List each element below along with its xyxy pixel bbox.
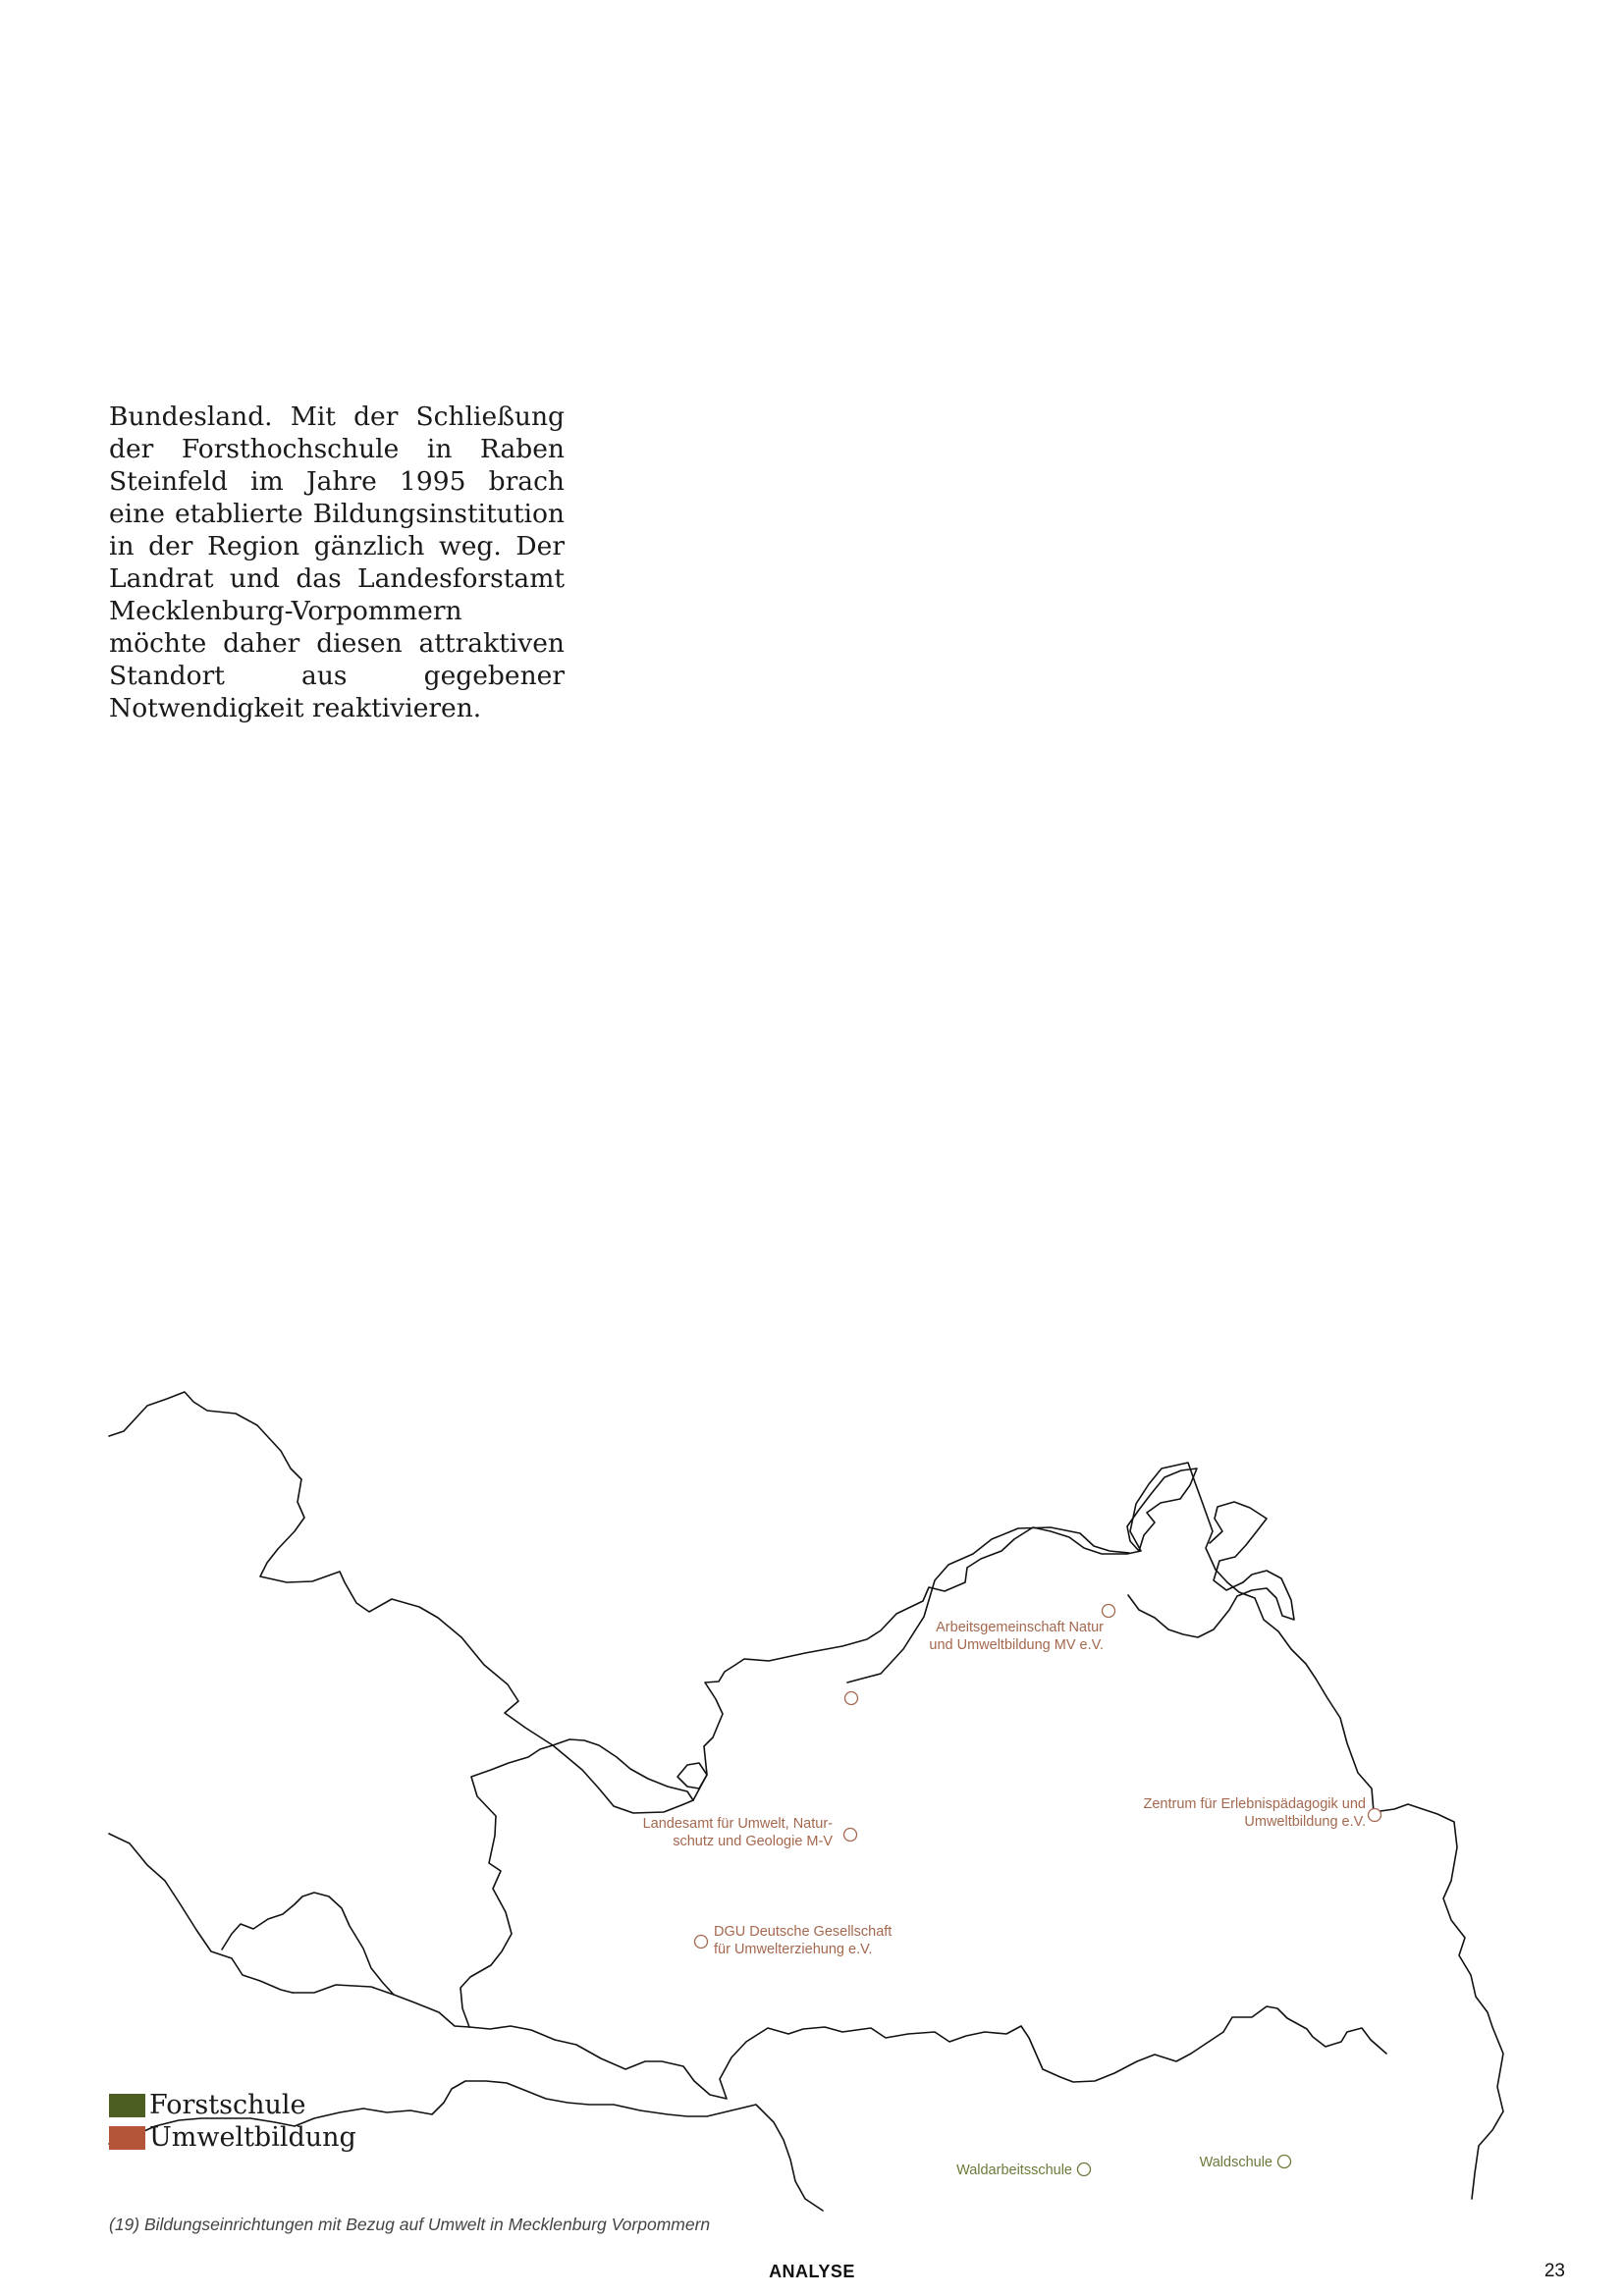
ruegen-west	[1128, 1502, 1294, 1637]
legend-label-umweltbildung: Umweltbildung	[149, 2122, 356, 2153]
wismar-bay	[553, 1739, 693, 1800]
legend-label-forstschule: Forstschule	[149, 2090, 306, 2120]
coastline-west	[109, 1392, 1216, 1813]
map-legend	[109, 2089, 356, 2154]
figure-caption: (19) Bildungseinrichtungen mit Bezug auf Umwelt in Mecklenburg Vorpommern	[109, 2215, 711, 2234]
marker-circle-icon	[845, 1692, 858, 1705]
legend-swatch-umweltbildung	[109, 2126, 145, 2150]
map-marker-zentrum	[1144, 1796, 1381, 1830]
marker-label: DGU Deutsche Gesellschaft	[714, 1924, 893, 1940]
marker-label: Umweltbildung e.V.	[1244, 1814, 1366, 1830]
map-marker-coastal-point	[845, 1692, 858, 1705]
darss-peninsula	[847, 1527, 1129, 1682]
marker-circle-icon	[1103, 1605, 1115, 1618]
map-marker-dgu	[695, 1924, 893, 1957]
lauenburg	[222, 1893, 394, 1995]
page-number: 23	[1543, 2261, 1565, 2281]
map-marker-waldarbeitsschule	[956, 2163, 1090, 2178]
ruegen-island	[1127, 1468, 1197, 1551]
border-east	[1216, 1570, 1503, 2199]
marker-circle-icon	[695, 1936, 708, 1949]
marker-label: Arbeitsgemeinschaft Natur	[936, 1620, 1104, 1635]
marker-label: Landesamt für Umwelt, Natur-	[642, 1816, 833, 1832]
marker-circle-icon	[1369, 1809, 1381, 1822]
map-marker-landesamt	[643, 1816, 857, 1849]
marker-label: Waldarbeitsschule	[956, 2163, 1072, 2178]
legend-swatch-forstschule	[109, 2094, 145, 2117]
legend-item-forstschule	[109, 2089, 356, 2121]
marker-label: für Umwelterziehung e.V.	[714, 1942, 873, 1957]
marker-label: und Umweltbildung MV e.V.	[929, 1637, 1104, 1653]
lake	[677, 1763, 707, 1789]
border-west	[460, 1745, 553, 2027]
footer-section-title: ANALYSE	[769, 2262, 855, 2281]
marker-circle-icon	[1078, 2163, 1091, 2176]
marker-circle-icon	[1278, 2156, 1291, 2168]
legend-item-umweltbildung	[109, 2121, 356, 2154]
map-marker-waldschule	[1200, 2155, 1291, 2170]
border-south	[293, 1985, 1386, 2099]
map-markers	[643, 1605, 1381, 2179]
marker-label: schutz und Geologie M-V	[673, 1834, 833, 1849]
marker-label: Zentrum für Erlebnispädagogik und	[1143, 1796, 1366, 1812]
map-marker-arbeitsgemeinschaft	[929, 1605, 1114, 1654]
marker-circle-icon	[844, 1829, 857, 1842]
body-paragraph: Bundesland. Mit der Schließung der Forsthochschule in Raben Steinfeld im Jahre 1995 brach eine etablierte Bildungsinstitution in der Region gänzlich weg. Der Landrat und das Landesforstamt Mecklenburg-Vorpommern möchte daher diesen attraktiven Standort aus gegebener Notwendigkeit reaktivieren.	[109, 400, 565, 723]
border-sh	[109, 1834, 293, 1993]
marker-label: Waldschule	[1199, 2155, 1272, 2170]
